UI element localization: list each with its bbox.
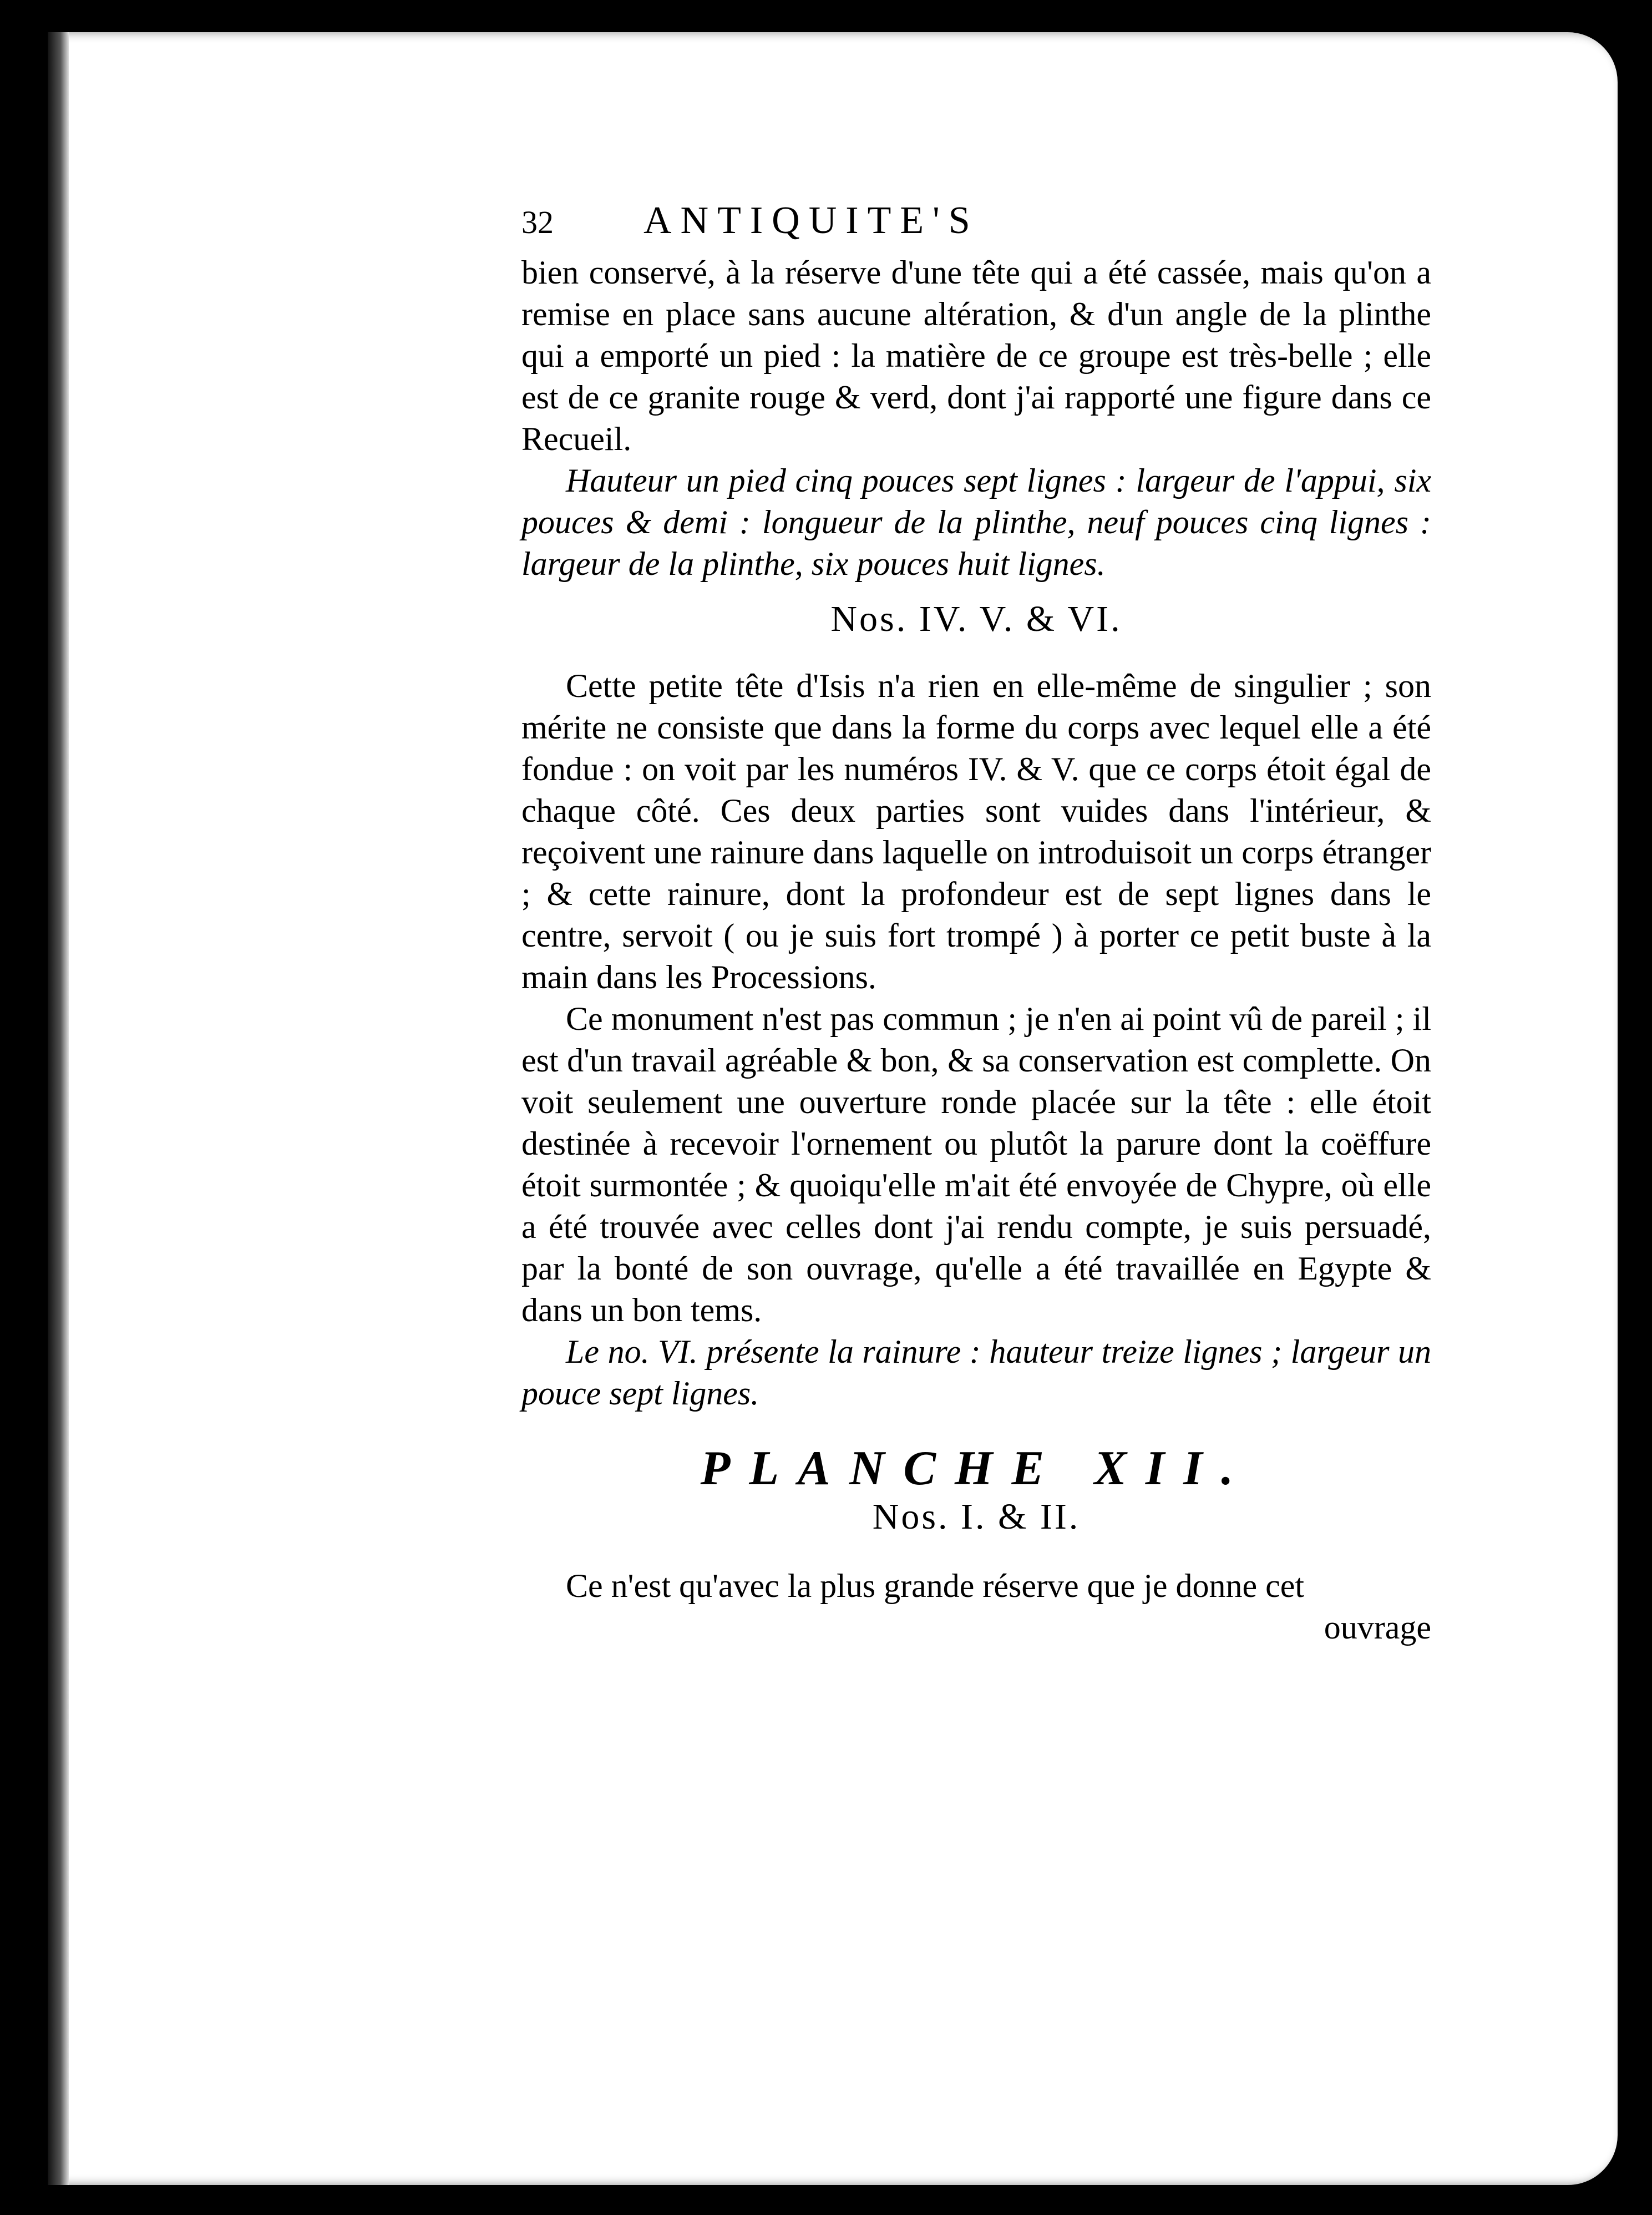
section-heading: Nos. IV. V. & VI. [830,599,1122,639]
page-gutter [48,32,69,2185]
paragraph-isis: Cette petite tête d'Isis n'a rien en elle-même de singulier ; son mérite ne consiste que dans la forme du corps avec lequel elle a été fondue : on voit par les numéros IV. & V. que ce corps étoit égal de chaque côté. Ces deux parties sont vuides dans l'intérieur, & reçoivent une rainure dans laquelle on introduisoit un corps étranger ; & cette rainure, dont la profondeur est de sept lignes dans le centre, servoit ( ou je suis fort trompé ) à porter ce petit buste à la main dans les Processions. [521,667,1431,995]
paragraph-plate-xii: Ce n'est qu'avec la plus grande réserve que je donne cet [566,1567,1305,1604]
paragraph-monument: Ce monument n'est pas commun ; je n'en ai point vû de pareil ; il est d'un travail agréable & bon, & sa conservation est complette. On voit seulement une ouverture ronde placée sur la tête : elle étoit destinée à recevoir l'ornement ou plutôt la parure dont la coëffure étoit surmontée ; & quoiqu'elle m'ait été envoyée de Chypre, où elle a été trouvée avec celles dont j'ai rendu compte, je suis persuadé, par la bonté de son ouvrage, qu'elle a été travaillée en Egypte & dans un bon tems. [521,1000,1431,1328]
catchword: ouvrage [1324,1609,1431,1646]
running-title: ANTIQUITE'S [643,199,979,242]
text-block [521,200,1431,1648]
paragraph-continuation: bien conservé, à la réserve d'une tête qui a été cassée, mais qu'on a remise en place sans aucune altération, & d'un angle de la plinthe qui a emporté un pied : la matière de ce groupe est très-belle ; elle est de ce granite rouge & verd, dont j'ai rapporté une figure dans ce Recueil. [521,254,1431,457]
page-number: 32 [521,204,554,240]
plate-title: PLANCHE XII. [700,1442,1253,1495]
dimensions-paragraph: Hauteur un pied cinq pouces sept lignes : largeur de l'appui, six pouces & demi : longueur de la plinthe, neuf pouces cinq lignes : largeur de la plinthe, six pouces huit lignes. [521,462,1431,582]
running-head [521,200,1431,252]
plate-subheading: Nos. I. & II. [872,1496,1081,1537]
dimensions-paragraph-2: Le no. VI. présente la rainure : hauteur treize lignes ; largeur un pouce sept lignes. [521,1333,1431,1412]
